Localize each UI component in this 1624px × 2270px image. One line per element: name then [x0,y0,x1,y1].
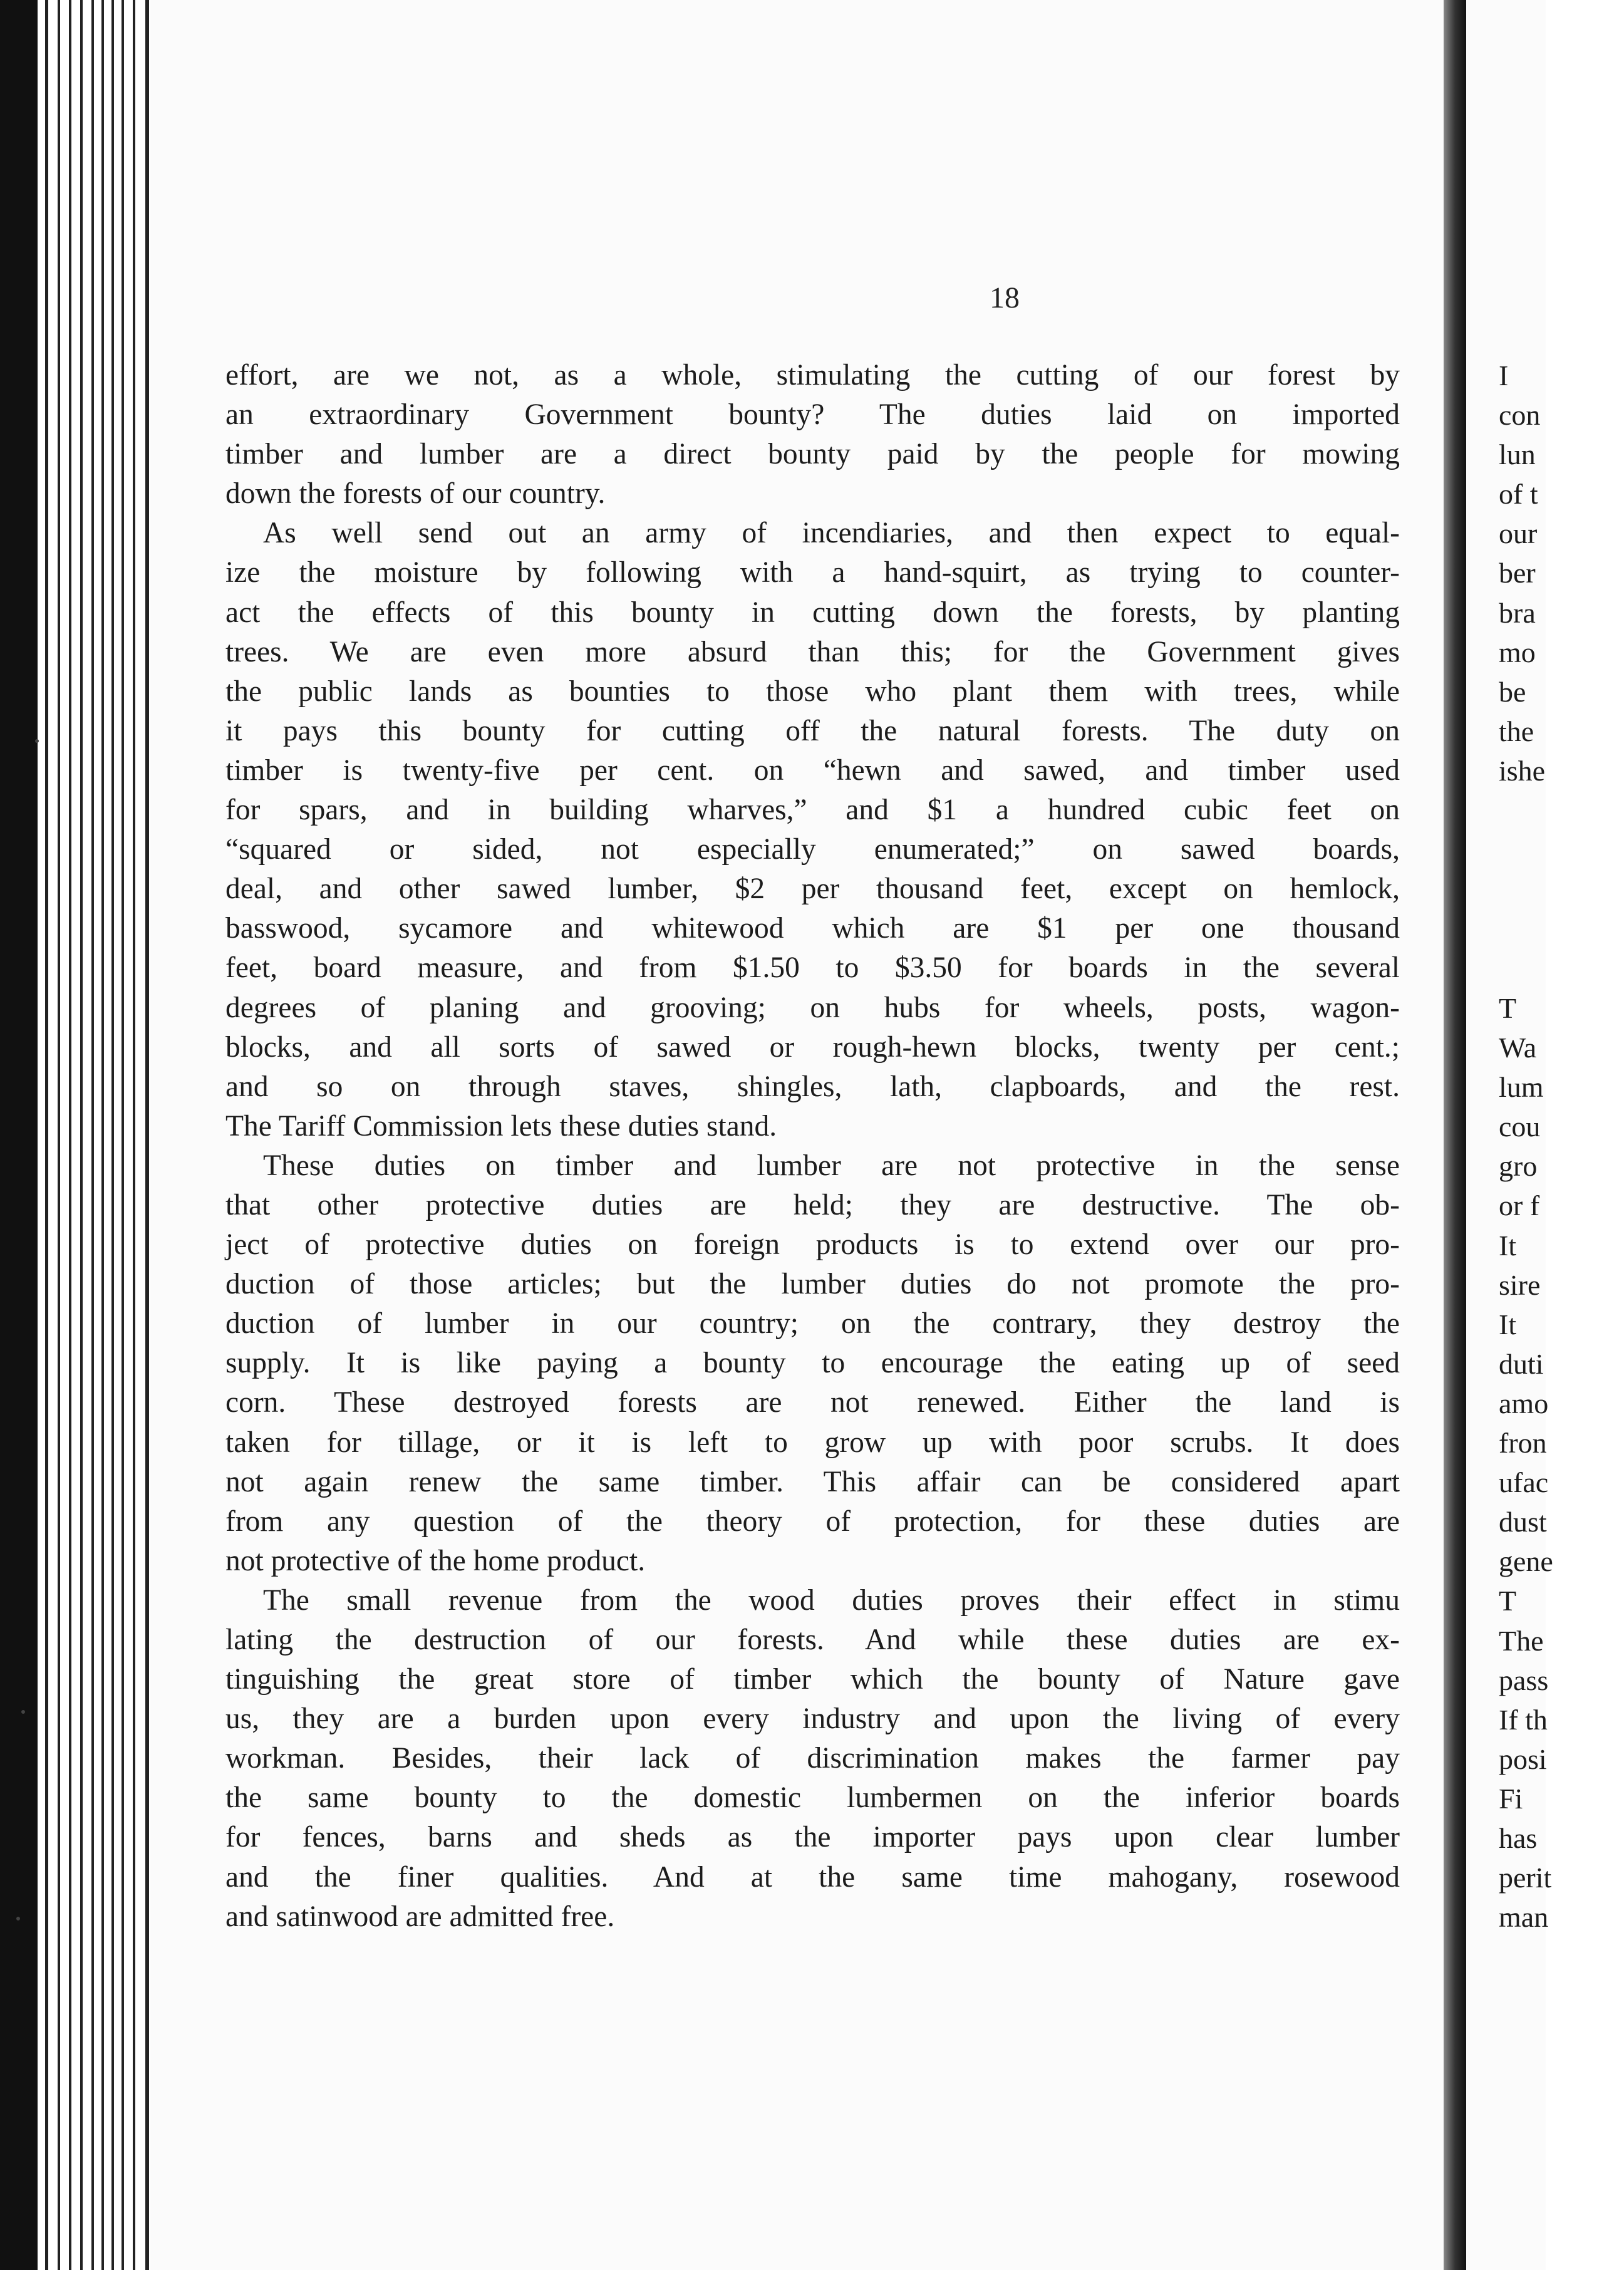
page-edge-dark [0,0,38,2270]
facing-page-fragment: be [1499,675,1526,708]
facing-page-fragment: It [1499,1229,1517,1262]
page-edge-line [111,0,114,2270]
text-line: deal, and other sawed lumber, $2 per thousand feet, except on hemlock, [225,873,1400,906]
text-line: us, they are a burden upon every industry and upon the living of every [225,1702,1400,1736]
page-edge-line [45,0,48,2270]
page-body-text [225,356,1400,1937]
text-line: timber is twenty-five per cent. on “hewn and sawed, and timber used [225,754,1400,787]
facing-page-fragment: or f [1499,1189,1540,1222]
facing-page-fragment: amo [1499,1387,1549,1419]
facing-page-fragment: of t [1499,478,1538,510]
page-edge-line [101,0,104,2270]
text-line: ize the moisture by following with a hand-squirt, as trying to counter- [225,556,1400,589]
text-line: ject of protective duties on foreign products is to extend over our pro- [225,1228,1400,1262]
text-line: degrees of planing and grooving; on hubs for wheels, posts, wagon- [225,991,1400,1024]
facing-page-fragment: fron [1499,1427,1547,1459]
text-line: act the effects of this bounty in cutting down the forests, by planting [225,596,1400,629]
facing-page-fragment: ishe [1499,754,1546,787]
facing-page-text-top [1499,356,1624,790]
page-number: 18 [990,281,1020,314]
text-line: and so on through staves, shingles, lath, clapboards, and the rest. [225,1070,1400,1103]
binding-gutter [1444,0,1466,2270]
facing-page-fragment: dust [1499,1506,1547,1538]
facing-page-fragment: lun [1499,438,1536,471]
page-edge-line [145,0,149,2270]
facing-page-fragment: I [1499,360,1509,391]
text-line: blocks, and all sorts of sawed or rough-hewn blocks, twenty per cent.; [225,1030,1400,1064]
text-line: feet, board measure, and from $1.50 to $3.50 for boards in the several [225,951,1400,985]
facing-page-fragment: man [1499,1901,1549,1934]
text-line: and the finer qualities. And at the same time mahogany, rosewood [225,1860,1400,1894]
text-line: supply. It is like paying a bounty to encourage the eating up of seed [225,1347,1400,1380]
facing-page-fragment: ber [1499,557,1536,589]
facing-page-fragment: Fi [1499,1782,1523,1815]
text-line: down the forests of our country. [225,477,606,510]
text-line: the same bounty to the domestic lumbermen on the inferior boards [225,1781,1400,1815]
facing-page-fragment: lum [1499,1071,1544,1104]
facing-page-fragment: Wa [1499,1032,1537,1064]
text-line: The Tariff Commission lets these duties stand. [225,1109,777,1143]
facing-page-fragment: sire [1499,1268,1541,1301]
paragraph [225,356,1400,514]
text-line: effort, are we not, as a whole, stimulating the cutting of our forest by [225,359,1400,391]
text-line: timber and lumber are a direct bounty paid by the people for mowing [225,438,1400,471]
facing-page-fragment: T [1499,1585,1517,1617]
text-line: The small revenue from the wood duties proves their effect in stimu [263,1583,1400,1617]
facing-page-fragment: gro [1499,1150,1538,1183]
facing-page-fragment: T [1499,992,1517,1024]
facing-page-fragment: cou [1499,1111,1541,1143]
facing-page-fragment: mo [1499,636,1536,668]
text-line: it pays this bounty for cutting off the natural forests. The duty on [225,714,1400,747]
text-line: for spars, and in building wharves,” and $1 a hundred cubic feet on [225,794,1400,827]
scan-speck [21,1710,25,1714]
scan-speck [35,739,39,743]
text-line: As well send out an army of incendiaries, and then expect to equal- [263,517,1400,550]
text-line: the public lands as bounties to those who plant them with trees, while [225,675,1400,708]
facing-page-fragment: con [1499,399,1541,432]
text-line: from any question of the theory of protection, for these duties are [225,1505,1400,1538]
paragraph [225,514,1400,1146]
text-line: taken for tillage, or it is left to grow up with poor scrubs. It does [225,1426,1400,1459]
text-line: and satinwood are admitted free. [225,1900,615,1933]
text-line: not protective of the home product. [225,1544,646,1577]
facing-page-fragment: has [1499,1822,1538,1854]
facing-page-fragment: gene [1499,1545,1553,1578]
text-line: duction of lumber in our country; on the contrary, they destroy the [225,1307,1400,1340]
page-edge-line [133,0,135,2270]
text-line: lating the destruction of our forests. And while these duties are ex- [225,1624,1400,1656]
text-line: that other protective duties are held; they are destructive. The ob- [225,1188,1400,1221]
facing-page-text-bottom [1499,988,1624,1937]
facing-page-fragment: posi [1499,1743,1547,1775]
text-line: tinguishing the great store of timber which the bounty of Nature gave [225,1663,1400,1696]
facing-page-fragment: ufac [1499,1466,1549,1499]
facing-page-fragment: bra [1499,596,1536,629]
page-edge-line [58,0,60,2270]
paragraph [225,1581,1400,1937]
page-edge-line [69,0,71,2270]
facing-page-fragment: duti [1499,1347,1544,1380]
facing-page-fragment: our [1499,517,1538,550]
page-edge-bundle [0,0,157,2270]
facing-page-strip [1466,0,1553,2270]
paragraph [225,1146,1400,1581]
text-line: basswood, sycamore and whitewood which are $1 per one thousand [225,912,1400,945]
facing-page-fragment: perit [1499,1862,1552,1894]
text-line: an extraordinary Government bounty? The duties laid on imported [225,398,1400,432]
text-line: corn. These destroyed forests are not renewed. Either the land is [225,1386,1400,1419]
facing-page-fragment: If th [1499,1703,1548,1736]
text-line: trees. We are even more absurd than this; for the Government gives [225,635,1400,668]
facing-page-fragment: It [1499,1308,1517,1340]
page-edge-line [122,0,124,2270]
text-line: duction of those articles; but the lumber duties do not promote the pro- [225,1268,1400,1301]
text-line: These duties on timber and lumber are not protective in the sense [263,1149,1400,1182]
scan-speck [16,1917,20,1920]
text-line: workman. Besides, their lack of discrimination makes the farmer pay [225,1742,1400,1775]
facing-page-fragment: pass [1499,1664,1549,1696]
page-edge-line [91,0,94,2270]
facing-page-fragment: The [1499,1624,1544,1657]
page-edge-line [80,0,83,2270]
text-line: “squared or sided, not especially enumerated;” on sawed boards, [225,833,1400,866]
text-line: not again renew the same timber. This affair can be considered apart [225,1465,1400,1498]
facing-page-fragment: the [1499,715,1534,747]
text-line: for fences, barns and sheds as the importer pays upon clear lumber [225,1821,1400,1854]
